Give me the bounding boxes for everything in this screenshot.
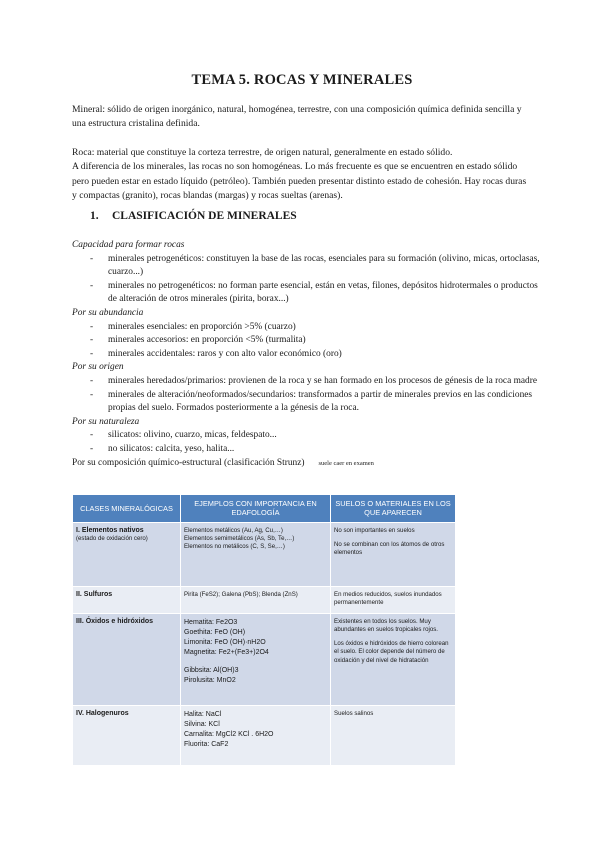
table-cell: Suelos salinos <box>331 705 456 765</box>
example-item: Limonita: FeO (OH)·nH2O <box>184 638 266 646</box>
example-item: Hematita: Fe2O3 <box>184 618 238 626</box>
class-name: I. Elementos nativos <box>76 526 144 534</box>
soil-text: No se combinan con los átomos de otros elementos <box>334 541 445 557</box>
table-row <box>73 586 456 613</box>
list-item: - minerales no petrogenéticos: no forman parte esencial, están en vetas, filones, depósitos hidrotermales o productos de alteración de otros minerales (pirita, borax...) <box>72 280 542 307</box>
mineral-definition <box>72 103 532 132</box>
table-cell: En medios reducidos, suelos inundados permanentemente <box>331 586 456 613</box>
table-cell <box>181 613 331 705</box>
list-item: - minerales accesorios: en proporción <5% (turmalita) <box>72 334 542 348</box>
group-heading: Por su naturaleza <box>72 416 140 427</box>
mineral-classes-table <box>72 494 456 766</box>
example-item: Magnetita: Fe2+(Fe3+)2O4 <box>184 648 269 656</box>
table-cell: III. Óxidos e hidróxidos <box>73 613 181 705</box>
table-cell <box>73 522 181 586</box>
example-item: Halita: NaCl <box>184 710 222 718</box>
table-row <box>73 613 456 705</box>
example-item: Elementos metálicos (Au, Ag, Cu,…) <box>184 526 283 534</box>
mineral-text: Mineral: sólido de origen inorgánico, natural, homogénea, terrestre, con una composición química definida sencilla y una estructura cristalina definida. <box>72 104 522 130</box>
classification-list <box>72 239 542 470</box>
strunz-text: Por su composición químico-estructural (clasificación Strunz) <box>72 457 305 468</box>
table-header: EJEMPLOS CON IMPORTANCIA EN EDAFOLOGÍA <box>181 495 331 523</box>
table-cell: II. Sulfuros <box>73 586 181 613</box>
class-subtitle: (estado de oxidación cero) <box>76 535 148 543</box>
table-row <box>73 522 456 586</box>
example-item: Gibbsita: Al(OH)3 <box>184 666 239 674</box>
example-item: Pirolusita: MnO2 <box>184 676 236 684</box>
list-item: - minerales de alteración/neoformados/secundarios: transformados a partir de minerales previos en las condiciones propias del suelo. Formados posteriormente a la génesis de la roca. <box>72 389 542 416</box>
exam-note: suele caer en examen <box>318 459 374 467</box>
list-item: - minerales esenciales: en proporción >5% (cuarzo) <box>72 321 542 335</box>
example-item: Elementos semimetálicos (As, Sb, Te,…) <box>184 535 295 543</box>
list-item: - minerales heredados/primarios: provienen de la roca y se han formado en los procesos de génesis de la roca madre <box>72 375 542 389</box>
list-item: - no silicatos: calcita, yeso, halita... <box>72 443 542 457</box>
page-title: TEMA 5. ROCAS Y MINERALES <box>191 72 413 88</box>
group-heading: Capacidad para formar rocas <box>72 240 185 250</box>
roca-definition <box>72 146 532 204</box>
table-header: CLASES MINERALÓGICAS <box>73 495 181 523</box>
section-heading <box>90 210 297 222</box>
table-cell <box>181 522 331 586</box>
table-row <box>73 705 456 765</box>
example-item: Carnalita: MgCl2 KCl . 6H2O <box>184 730 274 738</box>
strunz-line <box>72 457 542 471</box>
list-item: - silicatos: olivino, cuarzo, micas, feldespato... <box>72 429 542 443</box>
example-item: Fluorita: CaF2 <box>184 740 229 748</box>
table-cell <box>181 705 331 765</box>
table-header: SUELOS O MATERIALES EN LOS QUE APARECEN <box>331 495 456 523</box>
roca-text-1: Roca: material que constituye la corteza terrestre, de origen natural, generalmente en estado sólido. <box>72 147 453 158</box>
table-cell: IV. Halogenuros <box>73 705 181 765</box>
soil-text: Existentes en todos los suelos. Muy abundantes en suelos tropicales rojos. <box>334 617 438 634</box>
example-item: Goethita: FeO (OH) <box>184 628 246 636</box>
section-number: 1. <box>90 210 99 222</box>
example-item: Silvina: KCl <box>184 720 220 728</box>
list-item: - minerales petrogenéticos: constituyen la base de las rocas, esenciales para su formación (olivino, micas, ortoclasas, cuarzo...) <box>72 253 542 280</box>
section-label: CLASIFICACIÓN DE MINERALES <box>112 210 297 222</box>
table-header-row <box>73 495 456 523</box>
soil-text: No son importantes en suelos <box>334 526 415 534</box>
soil-text: Los óxidos e hidróxidos de hierro colorean el suelo. El color depende del número de oxidación y del nivel de hidratación <box>334 640 449 664</box>
group-heading: Por su abundancia <box>72 307 144 318</box>
group-heading: Por su origen <box>72 362 124 373</box>
example-item: Elementos no metálicos (C, S, Se,…) <box>184 543 285 551</box>
roca-text-2: A diferencia de los minerales, las rocas no son homogéneas. Lo más frecuente es que se encuentren en estado sólido pero pueden estar en estado líquido (petróleo). También pueden presentar distinto estado de cohesión. Hay rocas duras y compactas (granito), rocas blandas (margas) y rocas sueltas (arenas). <box>72 161 527 202</box>
table-cell <box>331 522 456 586</box>
table-cell: Pirita (FeS2); Galena (PbS); Blenda (ZnS) <box>181 586 331 613</box>
table-cell <box>331 613 456 705</box>
list-item: - minerales accidentales: raros y con alto valor económico (oro) <box>72 348 542 362</box>
